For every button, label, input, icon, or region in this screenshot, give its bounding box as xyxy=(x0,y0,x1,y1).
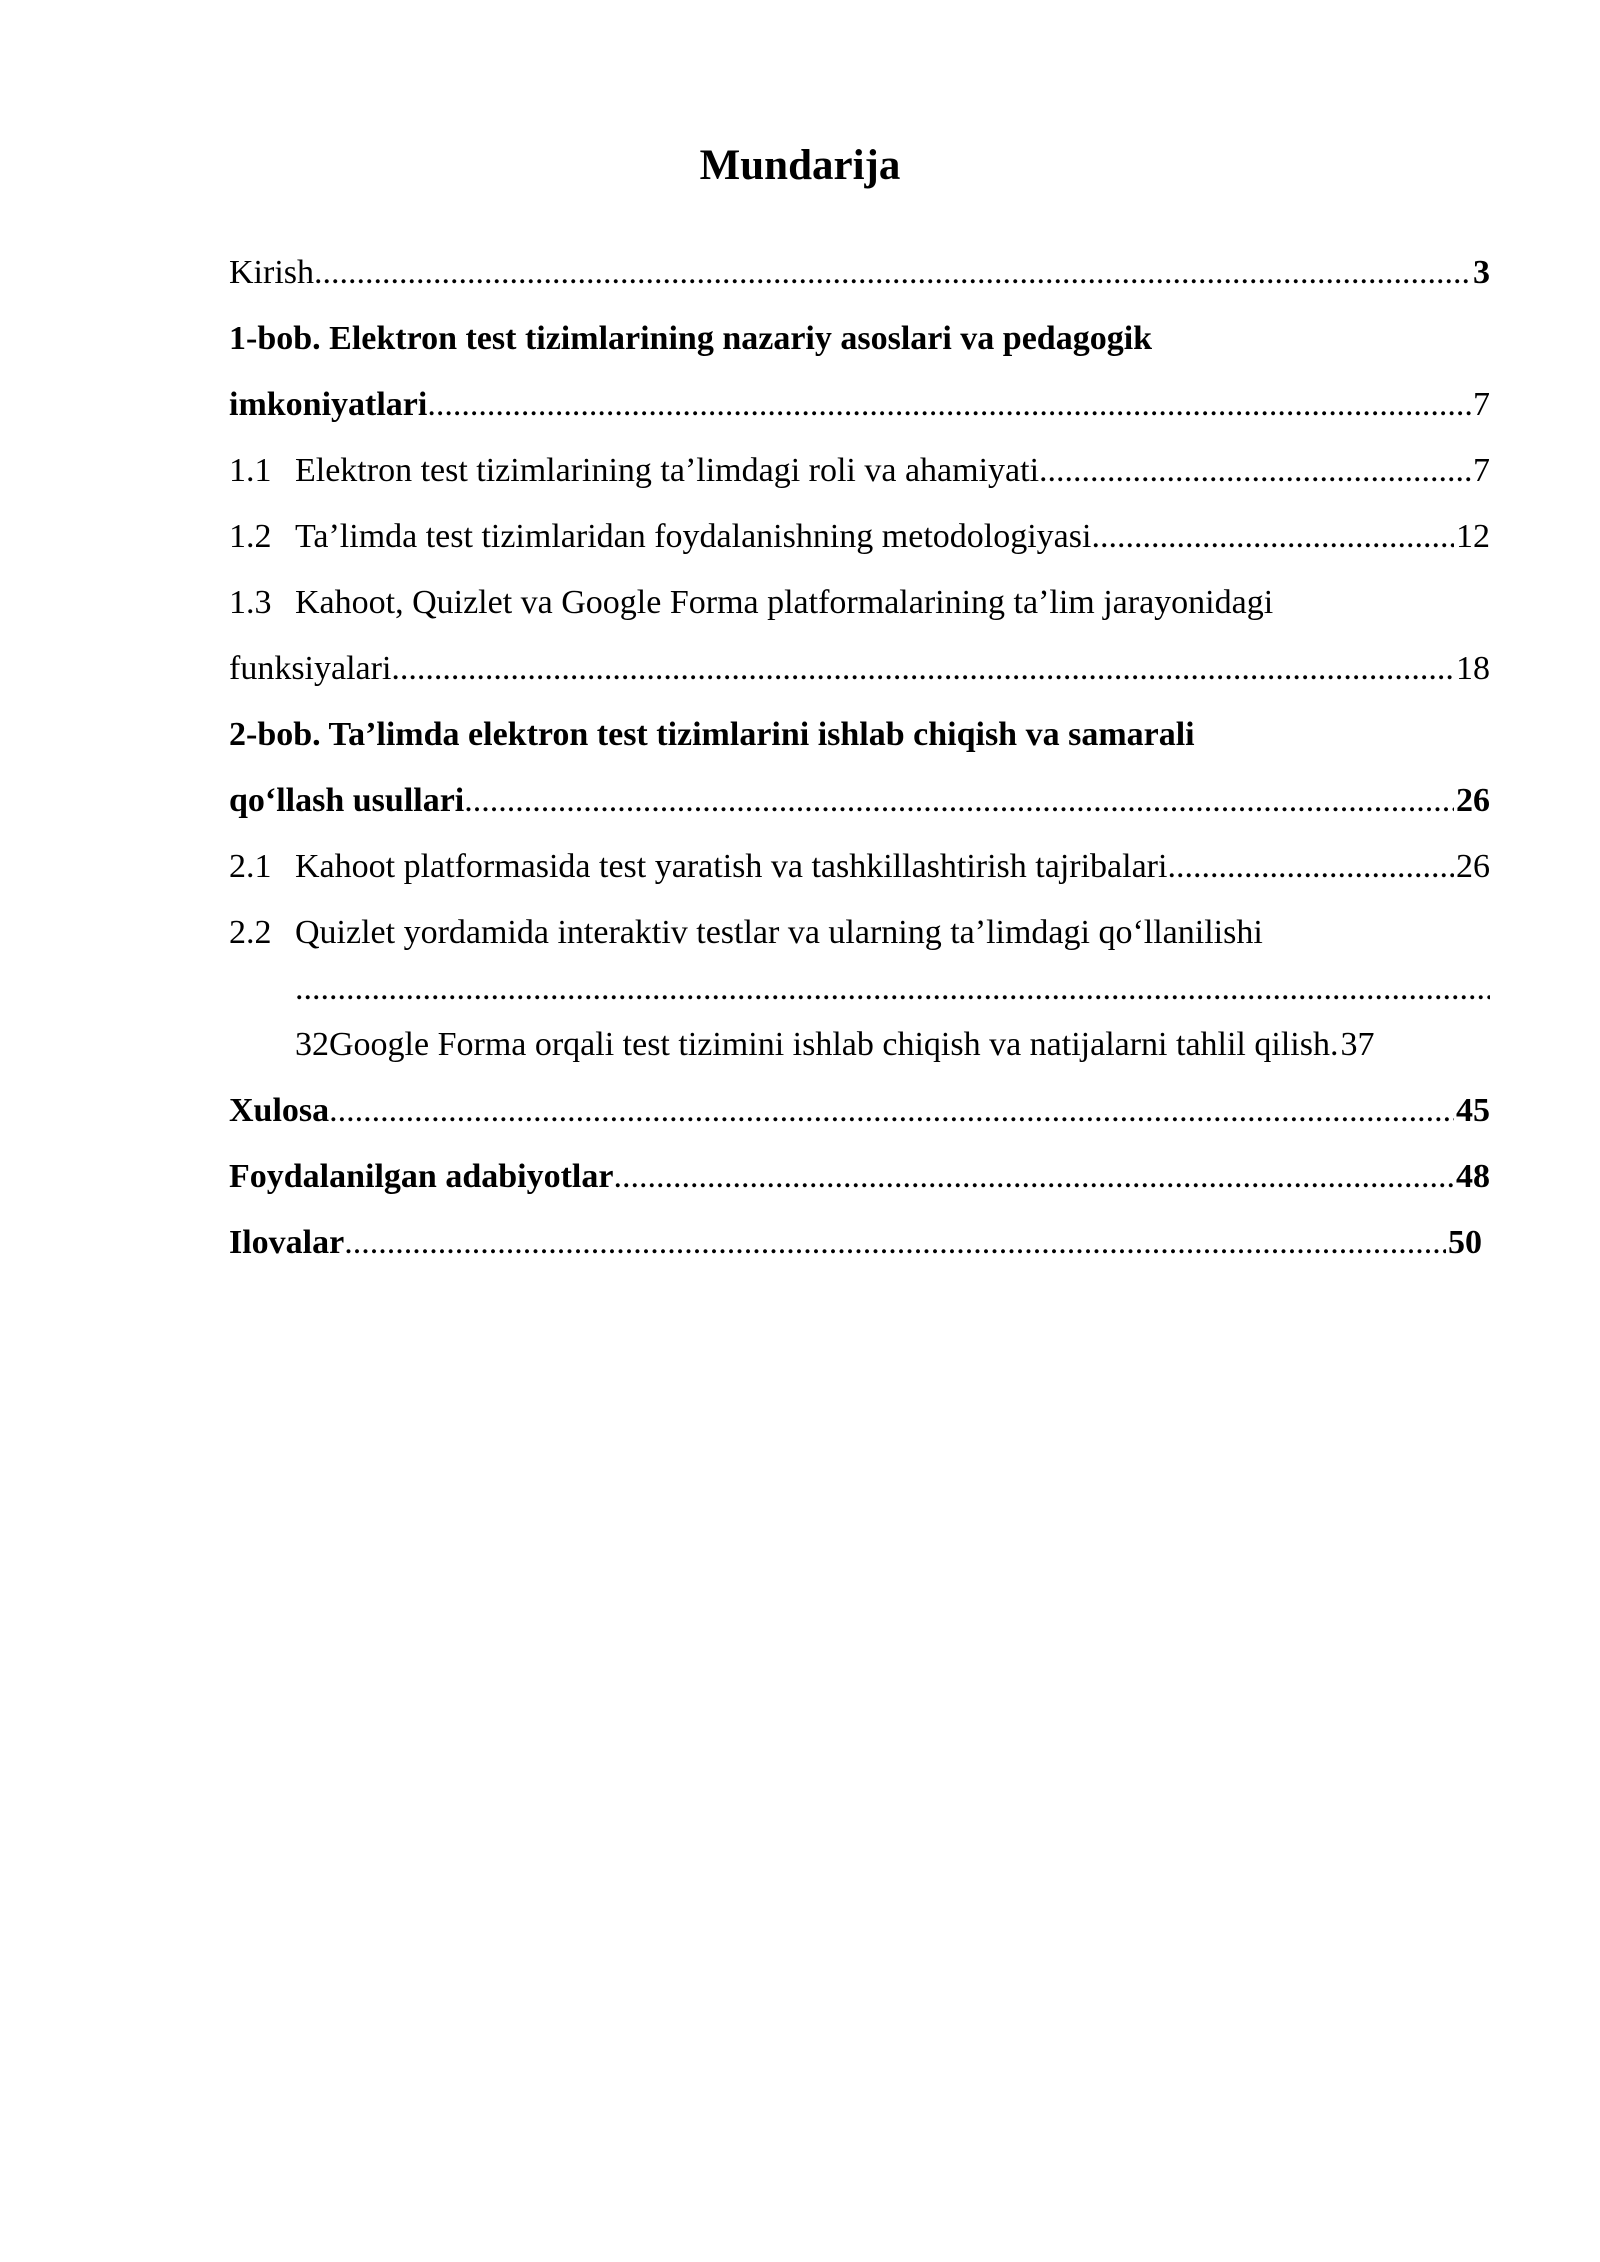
toc-page-number: 12 xyxy=(1456,518,1490,555)
toc-section-2-1[interactable] xyxy=(229,834,1490,900)
toc-page-number: 7 xyxy=(1473,452,1490,489)
toc-entry-label: 32Google Forma orqali test tizimini ishlab chiqish va natijalarni tahlil qilish. xyxy=(295,1026,1339,1063)
toc-chapter-2-title[interactable] xyxy=(229,702,1490,768)
toc-section-number: 1.3 xyxy=(229,584,272,621)
toc-entry-label: 2-bob. Ta’limda elektron test tizimlarini ishlab chiqish va samarali xyxy=(229,716,1195,753)
dot-leader xyxy=(1167,834,1454,900)
toc-entry-ilovalar[interactable] xyxy=(229,1210,1490,1276)
toc-page-number: 26 xyxy=(1456,848,1490,885)
toc-entry-label: funksiyalari xyxy=(229,650,392,687)
toc-section-1-3[interactable] xyxy=(229,570,1490,636)
toc-page-number: 50 xyxy=(1448,1224,1482,1261)
toc-entry-label: 1-bob. Elektron test tizimlarining nazariy asoslari va pedagogik xyxy=(229,320,1153,357)
toc-chapter-1-title[interactable] xyxy=(229,306,1490,372)
toc-page-number: 48 xyxy=(1456,1158,1490,1195)
toc-entry-label: imkoniyatlari xyxy=(229,386,428,423)
toc-entry-label: Kirish xyxy=(229,254,314,291)
toc-section-number: 1.2 xyxy=(229,518,272,555)
toc-section-number: 2.1 xyxy=(229,848,272,885)
toc-entry-kirish[interactable] xyxy=(229,240,1490,306)
toc-entry-label: Kahoot platformasida test yaratish va tashkillashtirish tajribalari xyxy=(295,848,1168,885)
toc-page-number: 45 xyxy=(1456,1092,1490,1129)
toc-page-number: 7 xyxy=(1473,386,1490,423)
toc-entry-label: Quizlet yordamida interaktiv testlar va ularning taʼlimdagi qoʻllanilishi xyxy=(295,914,1263,951)
toc-section-2-2-cont[interactable] xyxy=(229,1012,1490,1078)
dot-leader xyxy=(613,1144,1454,1210)
toc-page-number: 3 xyxy=(1473,254,1490,291)
dot-leader xyxy=(295,966,1490,1012)
table-of-contents xyxy=(229,240,1490,1276)
dot-leader xyxy=(1091,504,1454,570)
dot-leader xyxy=(427,372,1471,438)
toc-entry-adabiyotlar[interactable] xyxy=(229,1144,1490,1210)
toc-entry-xulosa[interactable] xyxy=(229,1078,1490,1144)
dot-leader xyxy=(391,636,1454,702)
dot-leader xyxy=(464,768,1454,834)
dot-leader xyxy=(344,1210,1446,1276)
dot-leader xyxy=(329,1078,1454,1144)
toc-section-1-2[interactable] xyxy=(229,504,1490,570)
toc-section-2-2-leader xyxy=(229,966,1490,1012)
toc-section-2-2[interactable] xyxy=(229,900,1490,966)
toc-page-number: 26 xyxy=(1456,782,1490,819)
toc-entry-label: qo‘llash usullari xyxy=(229,782,465,819)
toc-entry-label: Taʼlimda test tizimlaridan foydalanishning metodologiyasi xyxy=(295,518,1092,555)
dot-leader xyxy=(314,240,1471,306)
toc-section-1-1[interactable] xyxy=(229,438,1490,504)
toc-section-number: 1.1 xyxy=(229,452,272,489)
toc-chapter-1-title-cont[interactable] xyxy=(229,372,1490,438)
toc-entry-label: Ilovalar xyxy=(229,1224,345,1261)
toc-entry-label: Elektron test tizimlarining taʼlimdagi roli va ahamiyati xyxy=(295,452,1040,489)
page-title: Mundarija xyxy=(699,142,901,189)
toc-chapter-2-title-cont[interactable] xyxy=(229,768,1490,834)
toc-entry-label: Foydalanilgan adabiyotlar xyxy=(229,1158,614,1195)
toc-section-1-3-cont[interactable] xyxy=(229,636,1490,702)
toc-section-number: 2.2 xyxy=(229,914,272,951)
toc-page-number: 37 xyxy=(1340,1026,1375,1063)
toc-entry-label: Kahoot, Quizlet va Google Forma platformalarining taʼlim jarayonidagi xyxy=(295,584,1274,621)
dot-leader xyxy=(1039,438,1471,504)
toc-entry-label: Xulosa xyxy=(229,1092,330,1129)
toc-page-number: 18 xyxy=(1456,650,1490,687)
